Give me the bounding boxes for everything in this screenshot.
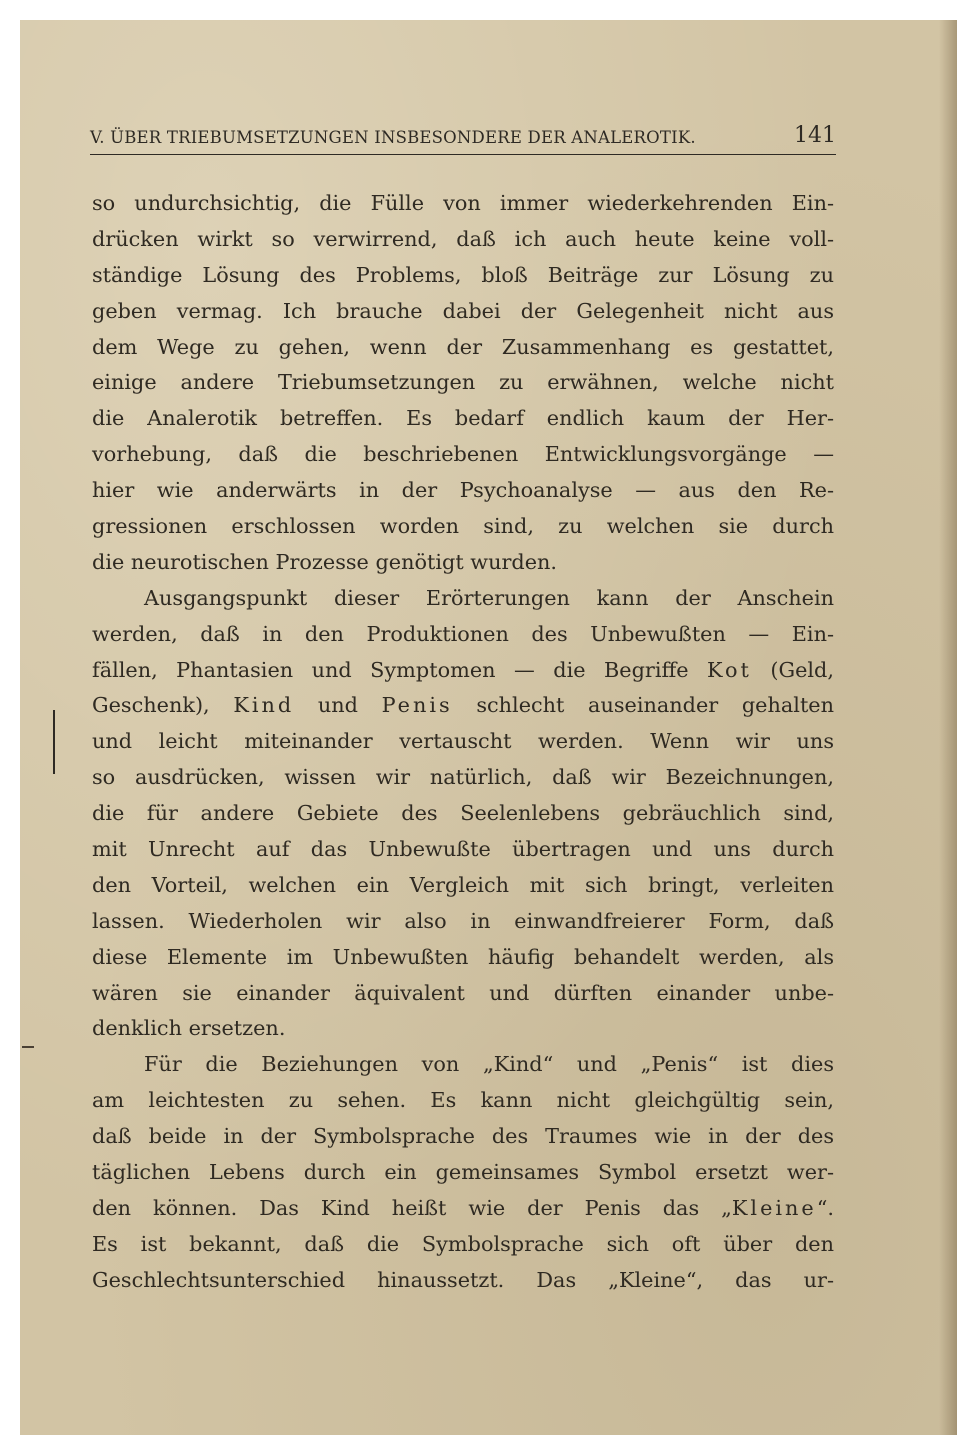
paragraph-1: [92, 186, 834, 581]
page-header: [90, 122, 836, 155]
text-line: [92, 653, 834, 689]
text-line: Geschlechtsunterschied hinaussetzt. Das „Kleine“, das ur-: [92, 1267, 834, 1292]
text-line: täglichen Lebens durch ein gemeinsames Symbol ersetzt wer-: [92, 1160, 834, 1185]
text-line: [92, 1191, 834, 1227]
text-line: denklich ersetzen.: [92, 1016, 286, 1041]
text-line: Ausgangspunkt dieser Erörterungen kann der Anschein: [144, 585, 834, 610]
spaced-term-kind: Kind: [233, 693, 295, 718]
text-line: einige andere Triebumsetzungen zu erwähnen, welche nicht: [92, 370, 834, 395]
text-line: dem Wege zu gehen, wenn der Zusammenhang es gestattet,: [92, 334, 834, 359]
text-segment: “.: [816, 1195, 834, 1220]
text-line: so undurchsichtig, die Fülle von immer wiederkehrenden Ein-: [92, 191, 834, 215]
text-line: drücken wirkt so verwirrend, daß ich auch heute keine voll-: [92, 226, 834, 251]
paragraph-3: [92, 1047, 834, 1298]
margin-pencil-mark: [53, 710, 55, 774]
page-edge-shadow: [939, 20, 957, 1435]
text-line: den Vorteil, welchen ein Vergleich mit sich bringt, verleiten: [92, 872, 834, 897]
text-line: mit Unrecht auf das Unbewußte übertragen und uns durch: [92, 837, 834, 862]
text-segment: den können. Das Kind heißt wie der Penis das „: [92, 1195, 732, 1220]
text-line: werden, daß in den Produktionen des Unbewußten — Ein-: [92, 621, 834, 646]
text-line: [92, 688, 834, 724]
text-segment: schlecht auseinander gehalten: [452, 693, 834, 718]
text-line: gressionen erschlossen worden sind, zu welchen sie durch: [92, 514, 834, 539]
spaced-term-kot: Kot: [707, 657, 752, 682]
text-line: die neurotischen Prozesse genötigt wurden.: [92, 549, 558, 574]
text-line: wären sie einander äquivalent und dürften einander unbe-: [92, 980, 834, 1005]
spaced-term-penis: Penis: [381, 693, 453, 718]
text-line: vorhebung, daß die beschriebenen Entwicklungsvorgänge —: [92, 442, 834, 467]
text-line: diese Elemente im Unbewußten häufig behandelt werden, als: [92, 944, 834, 969]
text-line: Für die Beziehungen von „Kind“ und „Penis“ ist dies: [144, 1052, 834, 1077]
text-line: daß beide in der Symbolsprache des Traumes wie in der des: [92, 1124, 834, 1149]
body-text: [92, 186, 834, 1299]
text-line: hier wie anderwärts in der Psychoanalyse — aus den Re-: [92, 478, 834, 503]
text-segment: (Geld,: [751, 657, 834, 682]
text-line: Es ist bekannt, daß die Symbolsprache sich oft über den: [92, 1231, 834, 1256]
text-segment: Geschenk),: [92, 693, 234, 718]
spaced-term-kleine: Kleine: [731, 1195, 817, 1220]
text-line: die für andere Gebiete des Seelenlebens gebräuchlich sind,: [92, 801, 834, 826]
text-line: lassen. Wiederholen wir also in einwandfreierer Form, daß: [92, 908, 834, 933]
text-line: so ausdrücken, wissen wir natürlich, daß wir Bezeichnungen,: [92, 765, 834, 790]
text-segment: fällen, Phantasien und Symptomen — die Begriffe: [92, 657, 708, 682]
running-head: V. ÜBER TRIEBUMSETZUNGEN INSBESONDERE DER ANALEROTIK.: [90, 128, 696, 147]
page-number: 141: [794, 123, 836, 148]
text-line: ständige Lösung des Problems, bloß Beiträge zur Lösung zu: [92, 262, 834, 287]
margin-dash-mark: [22, 1046, 34, 1048]
text-line: die Analerotik betreffen. Es bedarf endlich kaum der Her-: [92, 406, 834, 431]
text-line: geben vermag. Ich brauche dabei der Gelegenheit nicht aus: [92, 298, 834, 323]
paragraph-2: [92, 581, 834, 1048]
book-page: [20, 20, 957, 1435]
text-segment: und: [294, 693, 382, 718]
text-line: und leicht miteinander vertauscht werden. Wenn wir uns: [92, 729, 834, 754]
text-line: am leichtesten zu sehen. Es kann nicht gleichgültig sein,: [92, 1088, 834, 1113]
